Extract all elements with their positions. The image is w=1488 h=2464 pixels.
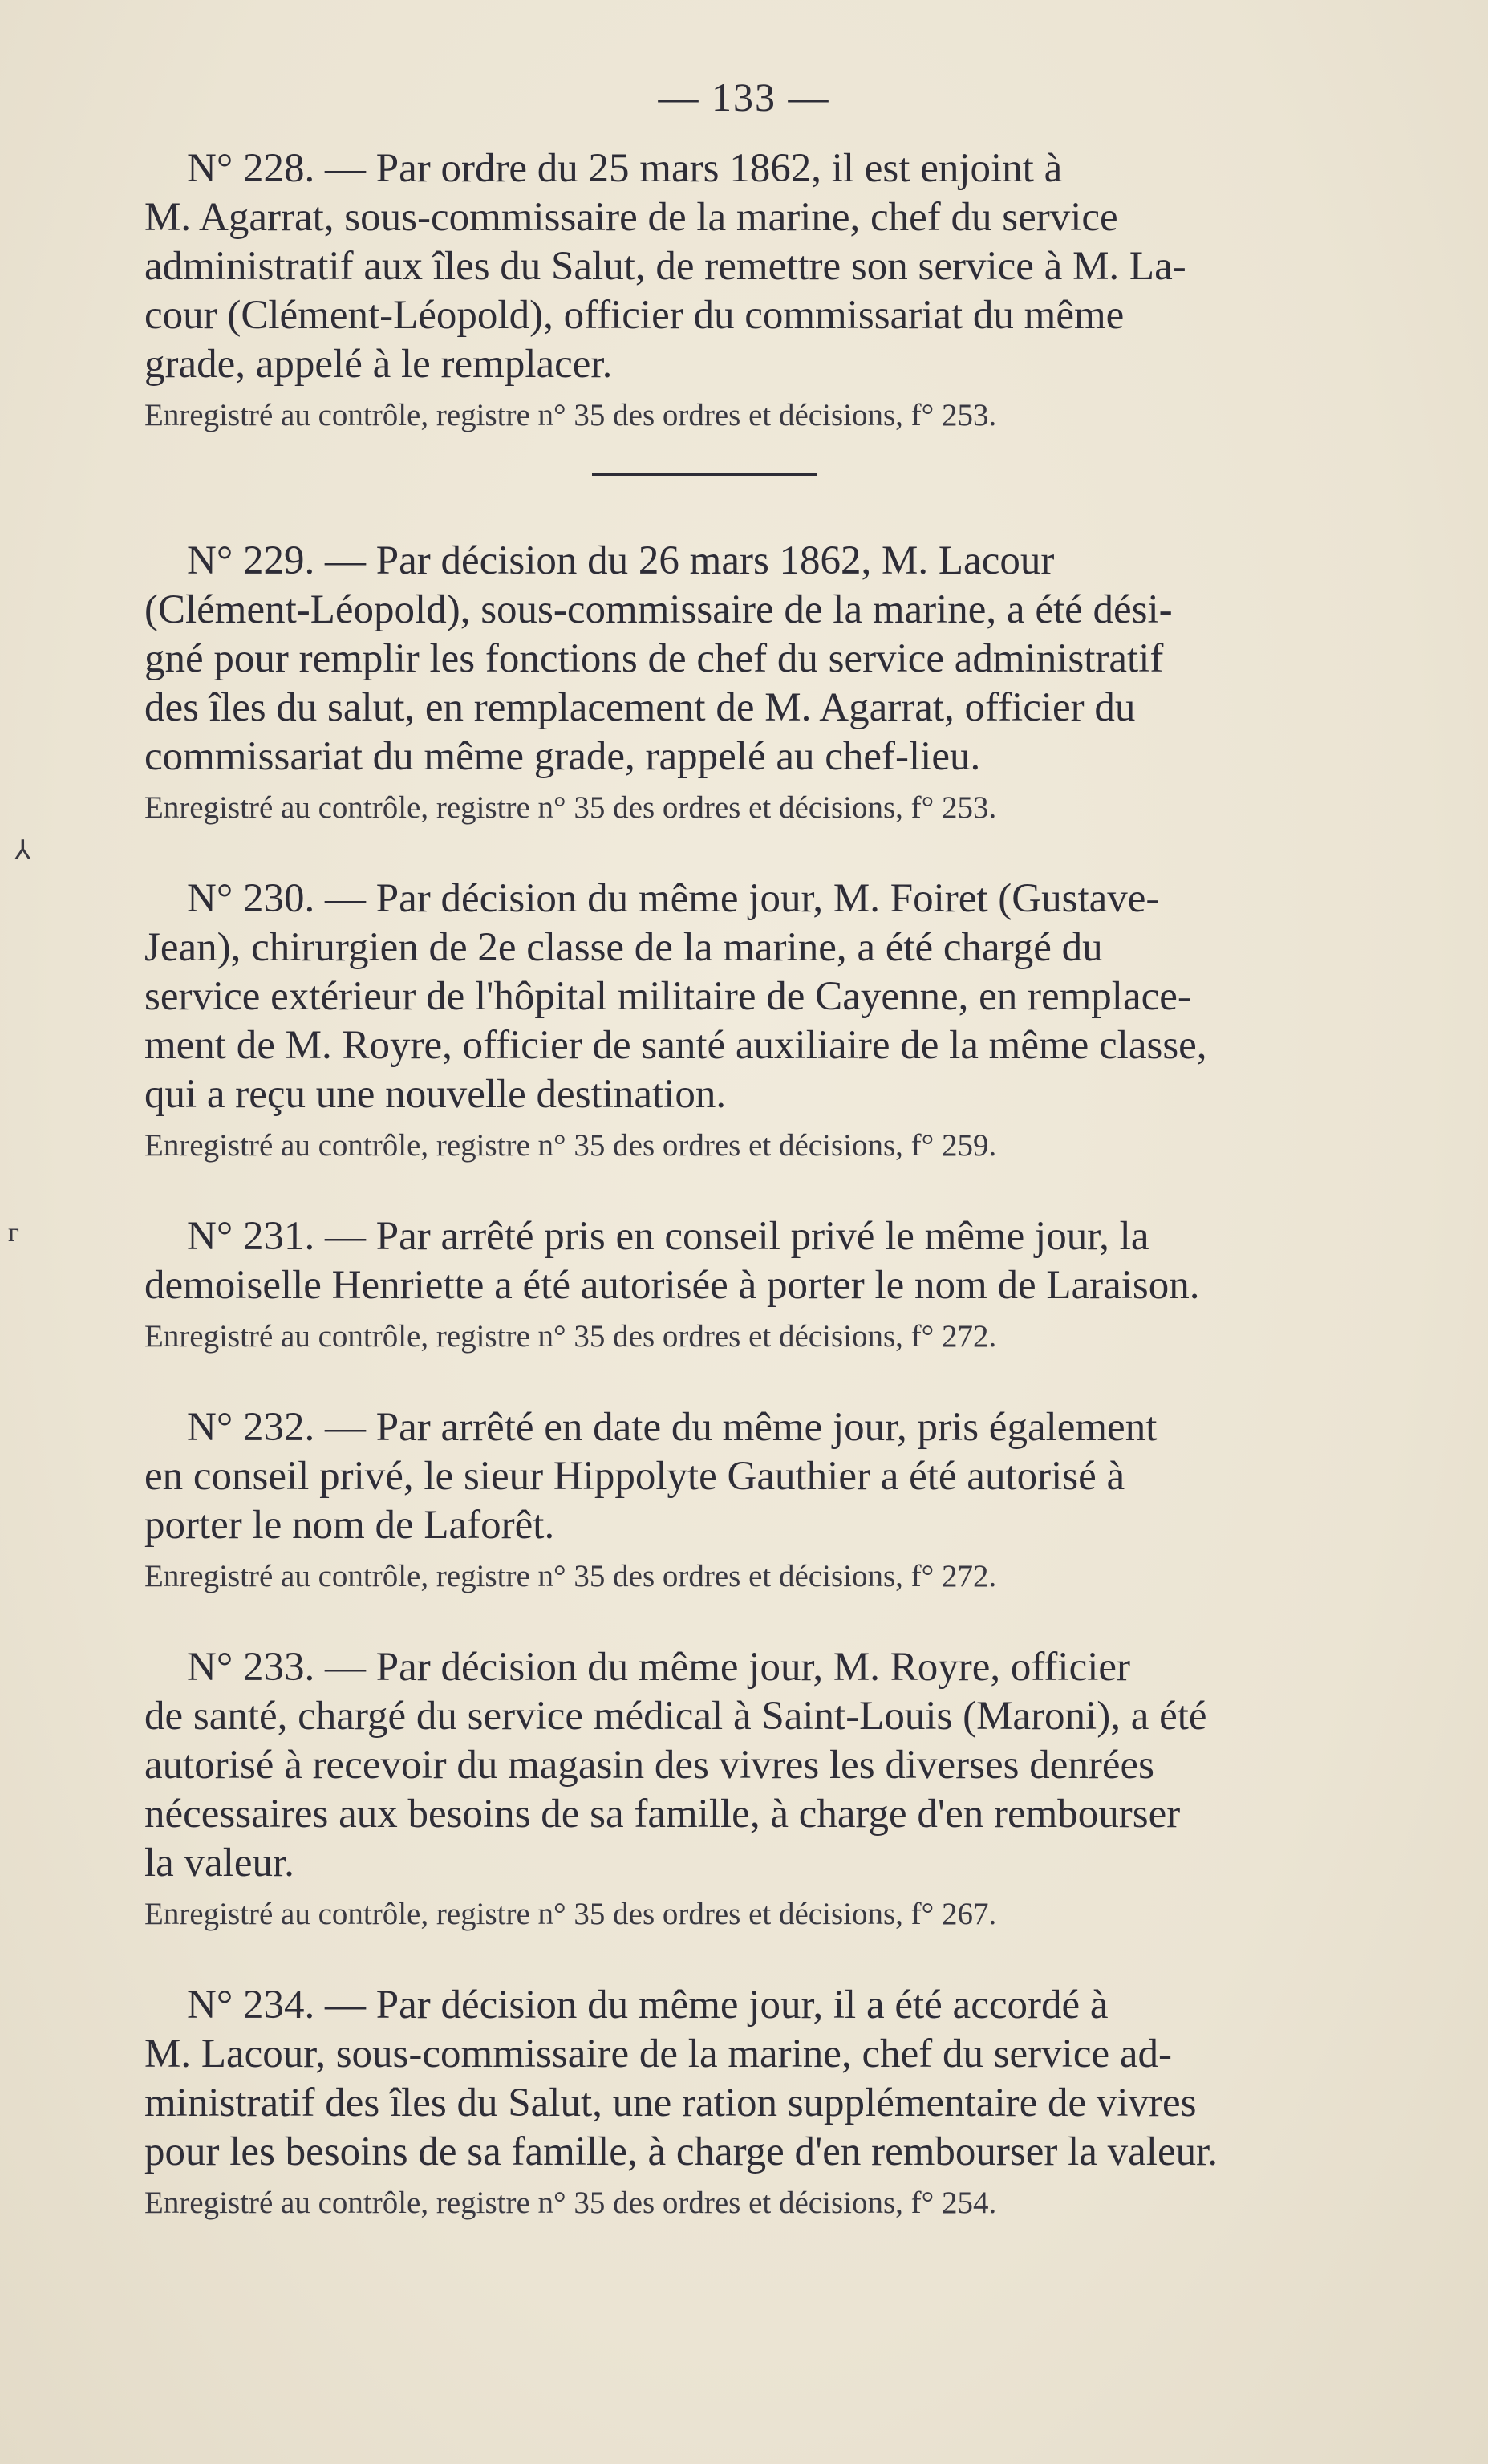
entry-line: N° 232. — Par arrêté en date du même jour, pris également — [187, 1405, 1158, 1450]
registration-note: Enregistré au contrôle, registre n° 35 des ordres et décisions, f° 272. — [144, 1319, 997, 1354]
entry-line: M. Agarrat, sous-commissaire de la marine, chef du service — [144, 195, 1118, 240]
entry-line: commissariat du même grade, rappelé au chef-lieu. — [144, 734, 981, 779]
entry-line: cour (Clément-Léopold), officier du commissariat du même — [144, 293, 1125, 338]
entry-line: grade, appelé à le remplacer. — [144, 342, 613, 387]
entry-line: demoiselle Henriette a été autorisée à porter le nom de Laraison. — [144, 1263, 1200, 1308]
entry-234 — [144, 1981, 1360, 2225]
entry-line: qui a reçu une nouvelle destination. — [144, 1072, 727, 1117]
entry-line: Jean), chirurgien de 2e classe de la marine, a été chargé du — [144, 925, 1103, 970]
entry-line: pour les besoins de sa famille, à charge d'en rembourser la valeur. — [144, 2129, 1218, 2174]
entry-229 — [144, 537, 1360, 830]
entry-line: M. Lacour, sous-commissaire de la marine, chef du service ad- — [144, 2032, 1172, 2076]
entry-line: service extérieur de l'hôpital militaire de Cayenne, en remplace- — [144, 974, 1191, 1019]
separator — [144, 437, 1360, 537]
entry-line: porter le nom de Laforêt. — [144, 1503, 555, 1548]
entry-232 — [144, 1403, 1360, 1598]
entry-228 — [144, 144, 1360, 437]
registration-note: Enregistré au contrôle, registre n° 35 des ordres et décisions, f° 253. — [144, 790, 997, 825]
separator-rule — [592, 473, 817, 476]
page-number: — 133 — — [658, 75, 830, 120]
entry-line: N° 229. — Par décision du 26 mars 1862, M. Lacour — [187, 538, 1055, 583]
margin-mark-lower: ᴦ — [8, 1218, 19, 1248]
entry-line: nécessaires aux besoins de sa famille, à charge d'en rembourser — [144, 1792, 1181, 1837]
entry-line: ministratif des îles du Salut, une ration supplémentaire de vivres — [144, 2080, 1197, 2125]
entry-line: N° 234. — Par décision du même jour, il a été accordé à — [187, 1983, 1109, 2028]
entry-line: N° 231. — Par arrêté pris en conseil privé le même jour, la — [187, 1214, 1149, 1259]
entry-line: de santé, chargé du service médical à Saint-Louis (Maroni), a été — [144, 1694, 1207, 1739]
entry-line: la valeur. — [144, 1841, 294, 1886]
entry-233 — [144, 1643, 1360, 1936]
entry-line: gné pour remplir les fonctions de chef du service administratif — [144, 636, 1164, 681]
margin-mark-upper: ⅄ — [14, 836, 31, 866]
entry-line: (Clément-Léopold), sous-commissaire de la marine, a été dési- — [144, 587, 1173, 632]
entry-line: en conseil privé, le sieur Hippolyte Gauthier a été autorisé à — [144, 1454, 1125, 1499]
registration-note: Enregistré au contrôle, registre n° 35 des ordres et décisions, f° 253. — [144, 398, 997, 432]
registration-note: Enregistré au contrôle, registre n° 35 des ordres et décisions, f° 272. — [144, 1559, 997, 1593]
entry-231 — [144, 1212, 1360, 1358]
entry-line: ment de M. Royre, officier de santé auxiliaire de la même classe, — [144, 1023, 1207, 1068]
entry-line: N° 233. — Par décision du même jour, M. Royre, officier — [187, 1645, 1131, 1690]
registration-note: Enregistré au contrôle, registre n° 35 des ordres et décisions, f° 254. — [144, 2186, 997, 2220]
registration-note: Enregistré au contrôle, registre n° 35 des ordres et décisions, f° 259. — [144, 1128, 997, 1163]
entry-line: autorisé à recevoir du magasin des vivres les diverses denrées — [144, 1743, 1154, 1788]
document-body — [144, 144, 1360, 2225]
entry-line: des îles du salut, en remplacement de M. Agarrat, officier du — [144, 685, 1136, 730]
entry-line: N° 228. — Par ordre du 25 mars 1862, il est enjoint à — [187, 146, 1063, 191]
entry-line: administratif aux îles du Salut, de remettre son service à M. La- — [144, 244, 1186, 289]
entry-line: N° 230. — Par décision du même jour, M. Foiret (Gustave- — [187, 876, 1160, 921]
entry-230 — [144, 875, 1360, 1167]
registration-note: Enregistré au contrôle, registre n° 35 des ordres et décisions, f° 267. — [144, 1897, 997, 1931]
